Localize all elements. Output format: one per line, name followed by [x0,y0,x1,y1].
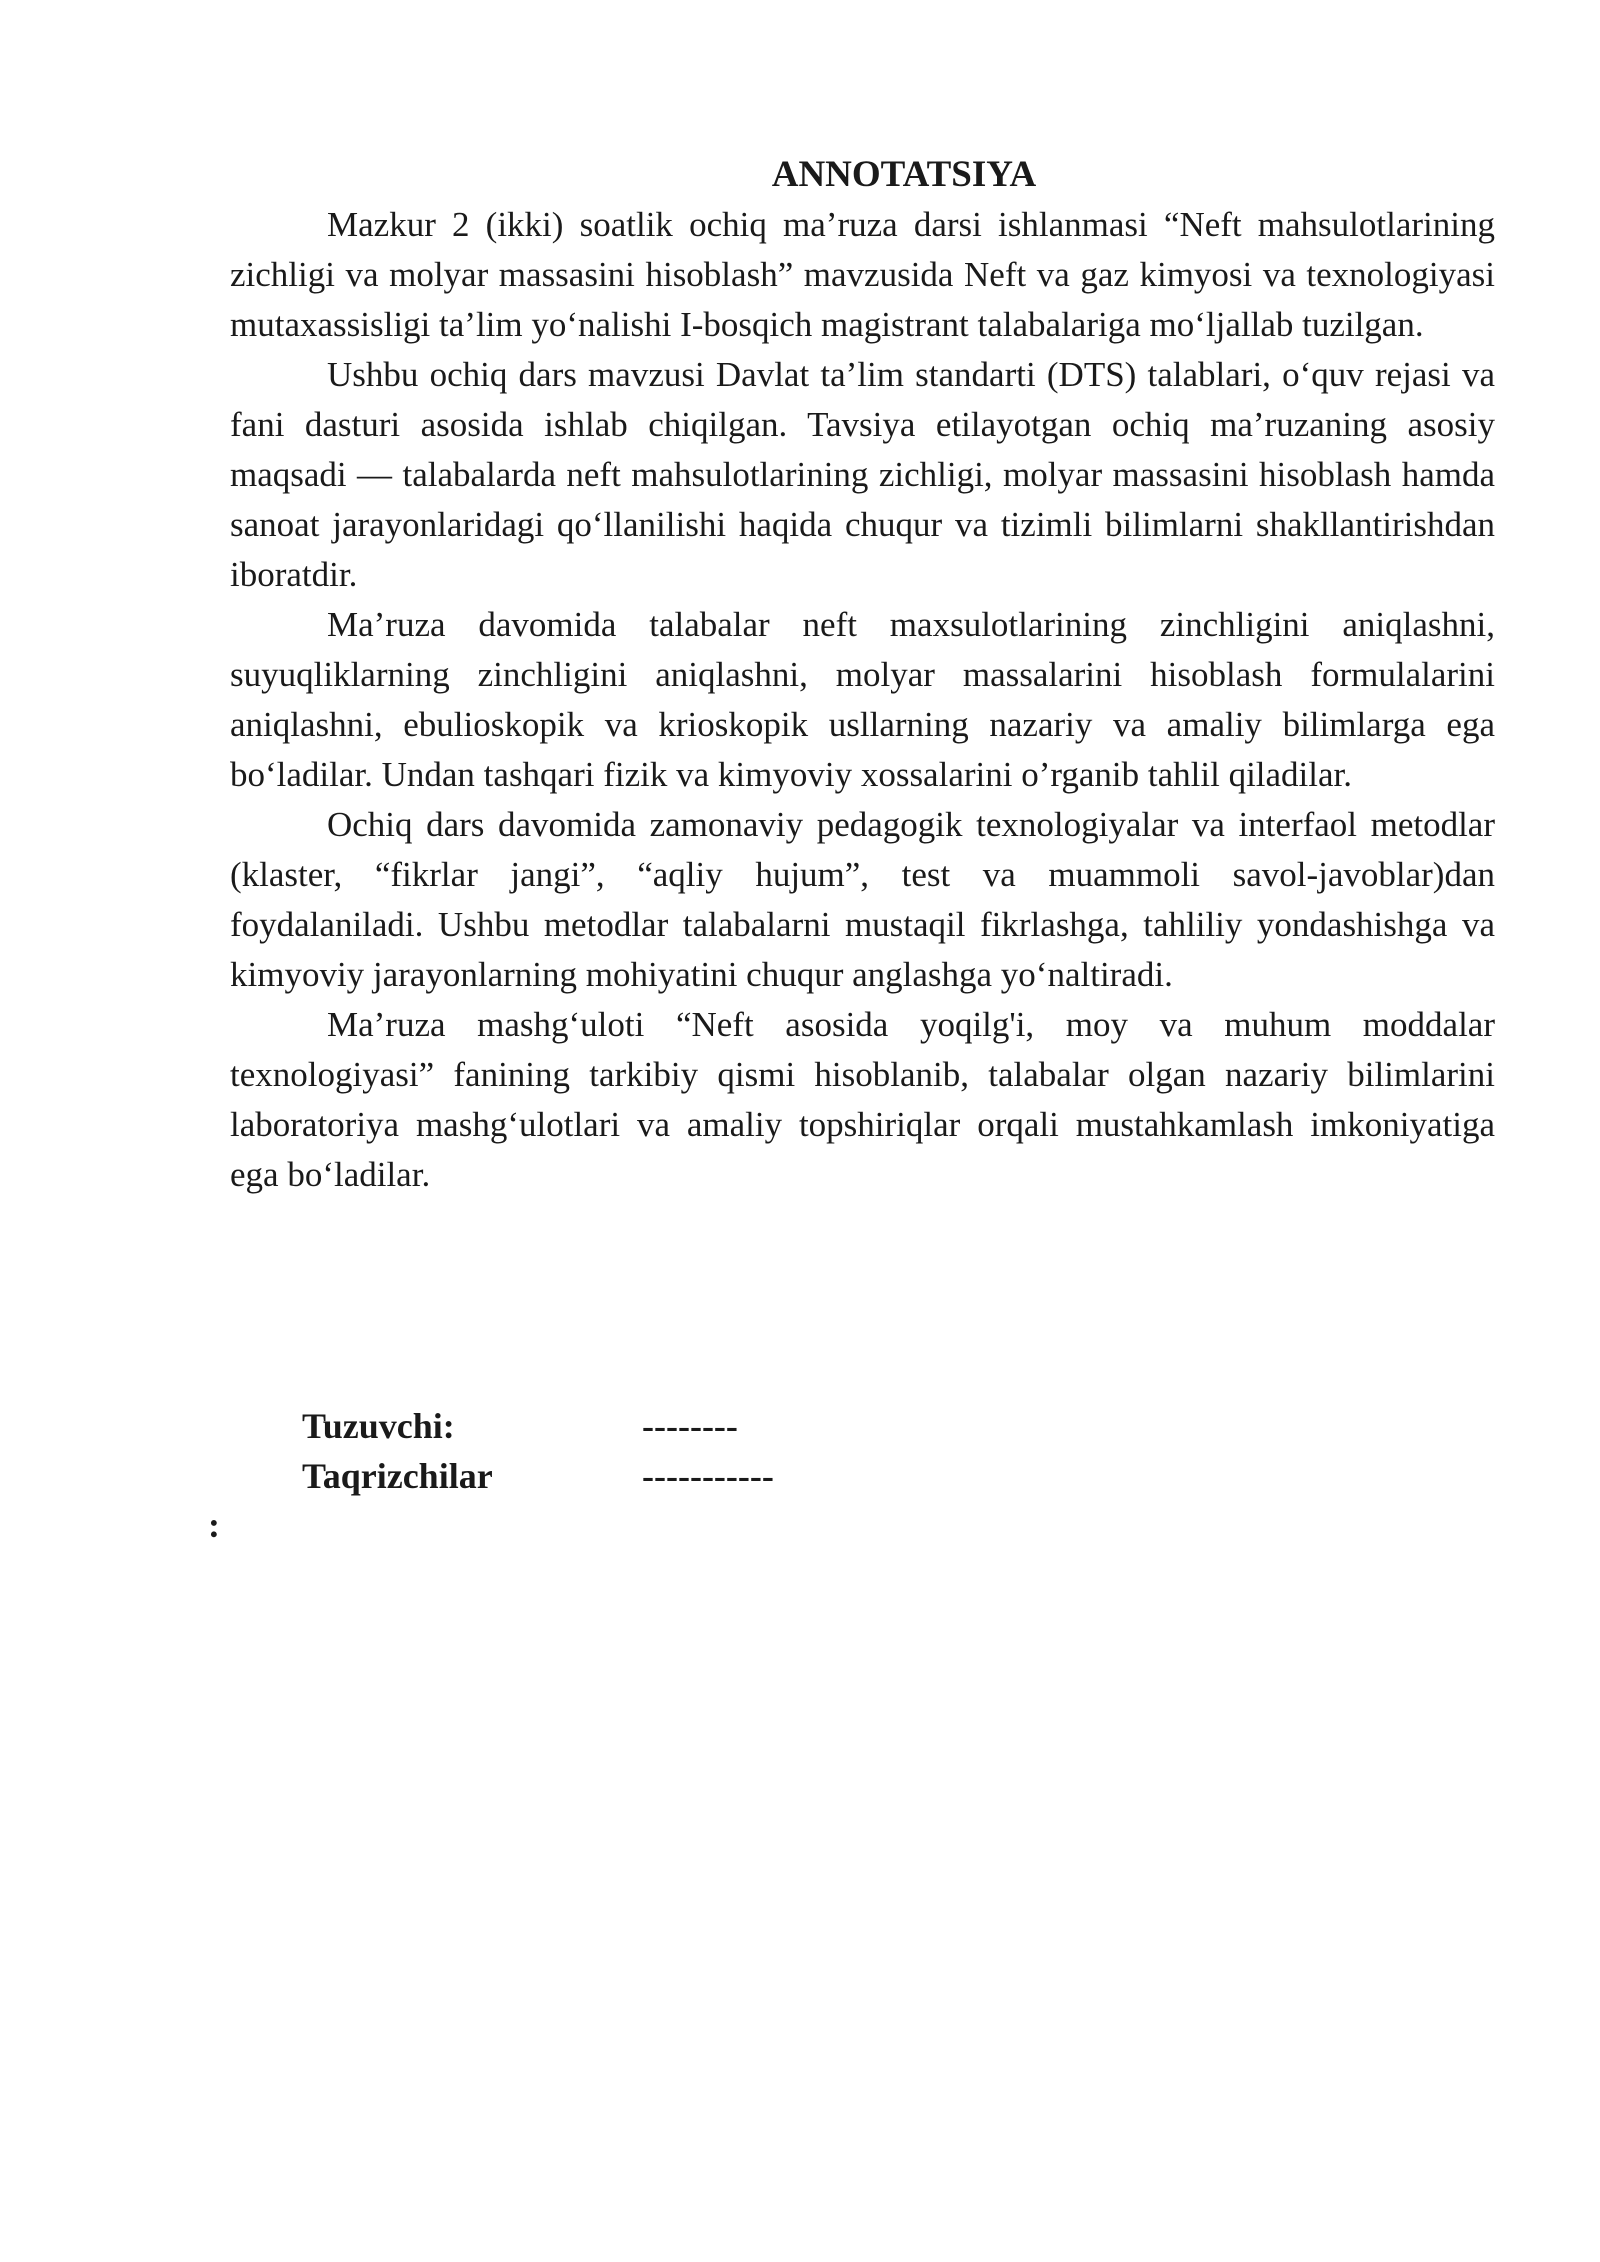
annotation-body [230,200,1495,1200]
author-label: Tuzuvchi: [302,1406,455,1446]
paragraph-5: Ma’ruza mashg‘uloti “Neft asosida yoqilg'i, moy va muhum moddalar texnologiyasi” fanining tarkibiy qismi hisoblanib, talabalar olgan nazariy bilimlarini laboratoriya mashg‘ulotlari va amaliy topshiriqlar orqali mustahkamlash imkoniyatiga ega bo‘ladilar. [230,1005,1495,1194]
reviewers-label: Taqrizchilar [302,1456,493,1496]
page-title: ANNOTATSIYA [771,154,1037,195]
paragraph-4: Ochiq dars davomida zamonaviy pedagogik texnologiyalar va interfaol metodlar (klaster, “fikrlar jangi”, “aqliy hujum”, test va muammoli savol-javoblar)dan foydalaniladi. Ushbu metodlar talabalarni mustaqil fikrlashga, tahliliy yondashishga va kimyoviy jarayonlarning mohiyatini chuqur anglashga yo‘naltiradi. [230,805,1495,994]
paragraph-3: Ma’ruza davomida talabalar neft maxsulotlarining zinchligini aniqlashni, suyuqliklarning zinchligini aniqlashni, molyar massalarini hisoblash formulalarini aniqlashni, ebulioskopik va krioskopik usllarning nazariy va amaliy bilimlarga ega bo‘ladilar. Undan tashqari fizik va kimyoviy xossalarini o’rganib tahlil qiladilar. [230,605,1495,794]
paragraph-2: Ushbu ochiq dars mavzusi Davlat ta’lim standarti (DTS) talablari, o‘quv rejasi va fani dasturi asosida ishlab chiqilgan. Tavsiya etilayotgan ochiq ma’ruzaning asosiy maqsadi — talabalarda neft mahsulotlarining zichligi, molyar massasini hisoblash hamda sanoat jarayonlaridagi qo‘llanilishi haqida chuqur va tizimli bilimlarni shakllantirishdan iboratdir. [230,355,1495,594]
reviewers-signature-line: ----------- [642,1456,774,1496]
paragraph-1: Mazkur 2 (ikki) soatlik ochiq ma’ruza darsi ishlanmasi “Neft mahsulotlarining zichligi va molyar massasini hisoblash” mavzusida Neft va gaz kimyosi va texnologiyasi mutaxassisligi ta’lim yo‘nalishi I-bosqich magistrant talabalariga mo‘ljallab tuzilgan. [230,205,1495,344]
author-signature-line: -------- [642,1406,738,1446]
stray-colon: : [208,1505,220,1545]
